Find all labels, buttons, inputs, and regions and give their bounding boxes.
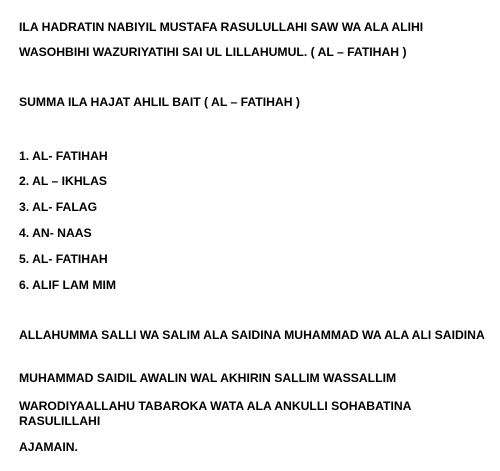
list-item: 1. AL- FATIHAH bbox=[19, 149, 108, 163]
list-item: 5. AL- FATIHAH bbox=[19, 252, 108, 266]
intro-line-1: ILA HADRATIN NABIYIL MUSTAFA RASULULLAHI SAW WA ALA ALIHI bbox=[19, 20, 424, 34]
list-item: 4. AN- NAAS bbox=[19, 226, 92, 240]
second-heading: SUMMA ILA HAJAT AHLIL BAIT ( AL – FATIHAH ) bbox=[19, 95, 300, 109]
closing-paragraph-1: ALLAHUMMA SALLI WA SALIM ALA SAIDINA MUHAMMAD WA ALA ALI SAIDINA bbox=[19, 328, 485, 342]
list-item: 3. AL- FALAG bbox=[19, 200, 98, 214]
closing-paragraph-2: MUHAMMAD SAIDIL AWALIN WAL AKHIRIN SALLIM WASSALLIM bbox=[19, 371, 397, 385]
closing-paragraph-4: AJAMAIN. bbox=[19, 440, 78, 454]
list-item: 2. AL – IKHLAS bbox=[19, 174, 108, 188]
closing-paragraph-3: WARODIYAALLAHU TABAROKA WATA ALA ANKULLI SOHABATINA RASULILLAHI bbox=[19, 399, 411, 428]
intro-line-2: WASOHBIHI WAZURIYATIHI SAI UL LILLAHUMUL. ( AL – FATIHAH ) bbox=[19, 45, 407, 59]
list-item: 6. ALIF LAM MIM bbox=[19, 278, 117, 292]
